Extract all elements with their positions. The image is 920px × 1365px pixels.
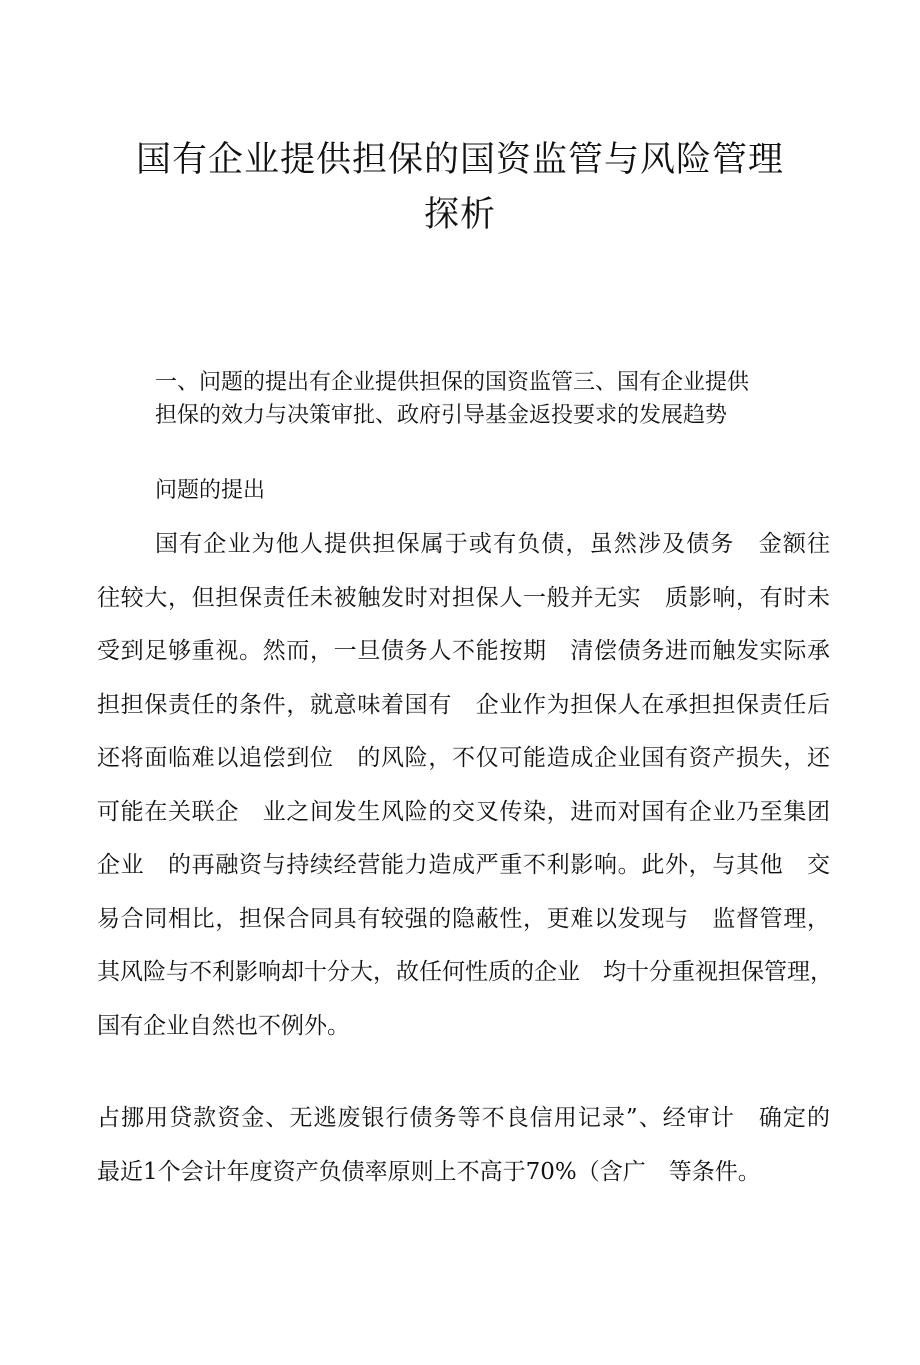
toc-line-1: 一、问题的提出有企业提供担保的国资监管三、国有企业提供	[155, 370, 750, 395]
paragraph-line: 担担保责任的条件，就意味着国有 企业作为担保人在承担担保责任后	[97, 691, 830, 718]
document-title	[0, 133, 920, 243]
paragraph-line: 受到足够重视。然而，一旦债务人不能按期 清偿债务进而触发实际承	[97, 638, 830, 664]
paragraph-line: 可能在关联企 业之间发生风险的交叉传染，进而对国有企业乃至集团	[97, 798, 830, 825]
title-line-1: 国有企业提供担保的国资监管与风险管理	[135, 140, 784, 180]
toc-line-2: 担保的效力与决策审批、政府引导基金返投要求的发展趋势	[155, 403, 728, 428]
paragraph-line: 企业 的再融资与持续经营能力造成严重不利影响。此外，与其他 交	[97, 852, 830, 878]
paragraph-line: 还将面临难以追偿到位 的风险，不仅可能造成企业国有资产损失，还	[97, 745, 830, 771]
paragraph-line: 易合同相比，担保合同具有较强的隐蔽性，更难以发现与 监督管理，	[97, 905, 830, 932]
body-paragraph-2	[97, 1099, 830, 1206]
paragraph-line: 国有企业为他人提供担保属于或有负债，虽然涉及债务 金额往	[155, 531, 830, 557]
body-paragraph	[97, 525, 833, 1060]
paragraph-line: 占挪用贷款资金、无逃废银行债务等不良信用记录”、经审计 确定的	[97, 1105, 830, 1131]
paragraph-line: 国有企业自然也不例外。	[97, 1012, 350, 1039]
paragraph-line: 往较大，但担保责任未被触发时对担保人一般并无实 质影响，有时未	[97, 584, 830, 611]
title-line-2: 探析	[423, 195, 496, 235]
section-heading: 问题的提出	[155, 478, 266, 503]
paragraph-line: 其风险与不利影响却十分大，故任何性质的企业 均十分重视担保管理，	[97, 959, 833, 985]
table-of-contents	[155, 366, 845, 432]
paragraph-line: 最近1个会计年度资产负债率原则上不高于70%（含广 等条件。	[97, 1158, 761, 1185]
